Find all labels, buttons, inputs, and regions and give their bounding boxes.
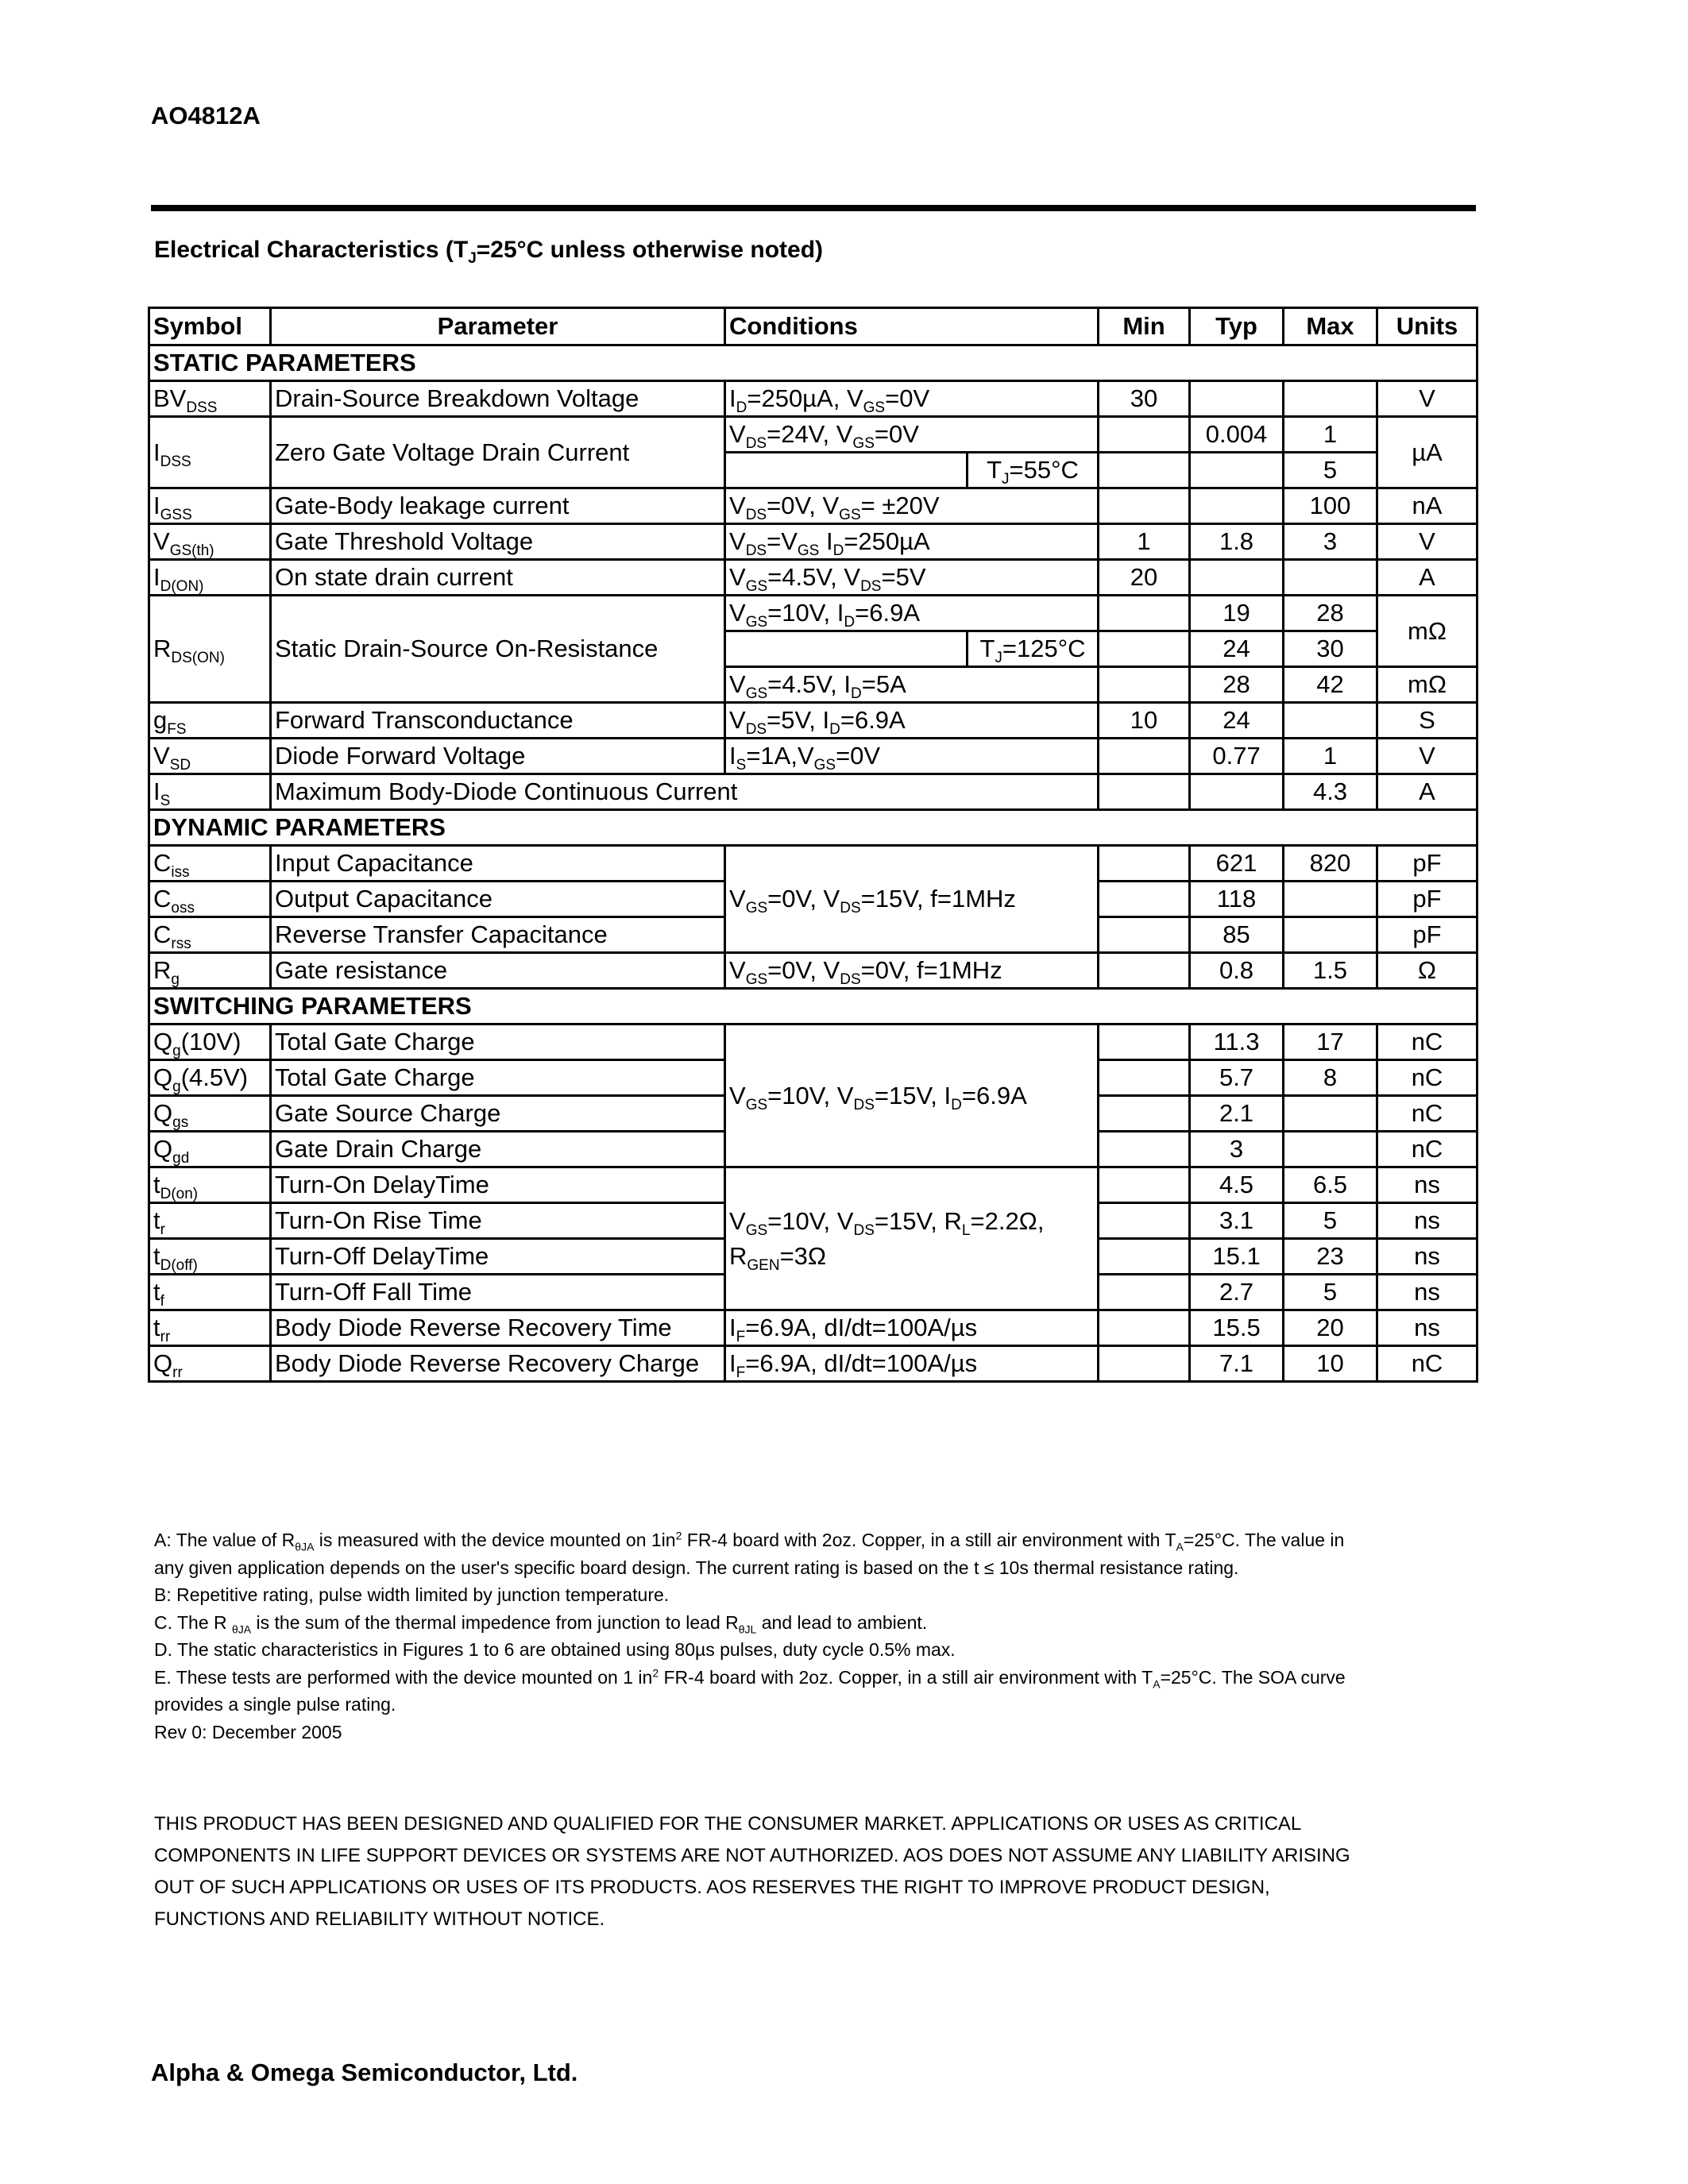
min-cell: 20 <box>1099 560 1190 596</box>
max-cell <box>1284 1132 1377 1167</box>
min-cell <box>1099 1346 1190 1382</box>
typ-cell: 118 <box>1190 882 1284 917</box>
min-cell <box>1099 953 1190 989</box>
max-cell: 30 <box>1284 631 1377 667</box>
header-typ: Typ <box>1190 308 1284 345</box>
section-switching: SWITCHING PARAMETERS <box>149 989 1477 1024</box>
conditions-cell: $V_{GS}=0V$, $V_{DS}=15V$, f=1MHz <box>725 846 1099 953</box>
symbol-cell: $I_{GSS}$ <box>149 488 271 524</box>
min-cell: 1 <box>1099 524 1190 560</box>
units-cell: nC <box>1377 1096 1477 1132</box>
max-cell: 28 <box>1284 596 1377 631</box>
min-cell <box>1099 488 1190 524</box>
symbol-cell: $C_{iss}$ <box>149 846 271 882</box>
symbol-cell: $R_{DS(ON)}$ <box>149 596 271 703</box>
typ-cell <box>1190 488 1284 524</box>
table-row <box>149 774 1477 810</box>
max-cell: 20 <box>1284 1310 1377 1346</box>
max-cell: 100 <box>1284 488 1377 524</box>
typ-cell <box>1190 381 1284 417</box>
typ-cell: 621 <box>1190 846 1284 882</box>
table-header-row <box>149 308 1477 345</box>
section-row <box>149 989 1477 1024</box>
units-cell: µA <box>1377 417 1477 488</box>
note-e-line2: provides a single pulse rating. <box>154 1694 396 1715</box>
max-cell <box>1284 917 1377 953</box>
section-row <box>149 345 1477 381</box>
conditions-cell: $V_{GS}=10V$, $I_D=6.9A$ <box>725 596 1099 631</box>
max-cell: 23 <box>1284 1239 1377 1275</box>
conditions-cell: $I_S=1A,V_{GS}=0V$ <box>725 739 1099 774</box>
symbol-cell: $I_{DSS}$ <box>149 417 271 488</box>
typ-cell: 5.7 <box>1190 1060 1284 1096</box>
header-conditions: Conditions <box>725 308 1099 345</box>
symbol-cell: $Q_{gd}$ <box>149 1132 271 1167</box>
symbol-cell: $Q_{rr}$ <box>149 1346 271 1382</box>
section-static: STATIC PARAMETERS <box>149 345 1477 381</box>
max-cell: 820 <box>1284 846 1377 882</box>
symbol-cell: $t_r$ <box>149 1203 271 1239</box>
table-row <box>149 1310 1477 1346</box>
min-cell <box>1099 1060 1190 1096</box>
conditions-cell: $V_{GS}=10V$, $V_{DS}=15V$, $R_L=2.2\Omega$, $R_{GEN}=3\Omega$ <box>725 1167 1099 1310</box>
disclaimer-line: THIS PRODUCT HAS BEEN DESIGNED AND QUALIFIED FOR THE CONSUMER MARKET. APPLICATIONS OR USES AS CRITICAL <box>154 1813 1302 1835</box>
header-parameter: Parameter <box>271 308 725 345</box>
symbol-cell: $R_g$ <box>149 953 271 989</box>
min-cell <box>1099 1096 1190 1132</box>
typ-cell: 3.1 <box>1190 1203 1284 1239</box>
part-number-title: AO4812A <box>151 102 261 129</box>
units-cell: nC <box>1377 1346 1477 1382</box>
conditions-subcell: $T_J=125^\circ C$ <box>968 631 1099 667</box>
note-c: C. The R $_{\theta JA}$ is the sum of the thermal impedence from junction to lead $R_{\theta JL}$ and lead to ambient. <box>154 1611 928 1636</box>
units-cell: V <box>1377 381 1477 417</box>
max-cell <box>1284 560 1377 596</box>
conditions-cell: $V_{DS}=5V$, $I_D=6.9A$ <box>725 703 1099 739</box>
conditions-cell <box>725 631 968 667</box>
max-cell: 4.3 <box>1284 774 1377 810</box>
header-max: Max <box>1284 308 1377 345</box>
note-a-line2: any given application depends on the user's specific board design. The current rating is based on the t ≤ 10s thermal resistance rating. <box>154 1557 1239 1578</box>
units-cell: ns <box>1377 1310 1477 1346</box>
electrical-characteristics-table <box>148 307 1476 1383</box>
typ-cell: 24 <box>1190 631 1284 667</box>
min-cell: 30 <box>1099 381 1190 417</box>
typ-cell: 2.1 <box>1190 1096 1284 1132</box>
typ-cell: 0.8 <box>1190 953 1284 989</box>
symbol-cell: $I_{D(ON)}$ <box>149 560 271 596</box>
parameter-cell: Gate-Body leakage current <box>271 488 725 524</box>
units-cell: mΩ <box>1377 596 1477 667</box>
symbol-cell: $Q_{gs}$ <box>149 1096 271 1132</box>
conditions-cell: $I_F=6.9A$, dI/dt=100A/µs <box>725 1310 1099 1346</box>
min-cell <box>1099 846 1190 882</box>
min-cell <box>1099 739 1190 774</box>
typ-cell: 15.1 <box>1190 1239 1284 1275</box>
section-row <box>149 810 1477 846</box>
parameter-cell: Turn-Off Fall Time <box>271 1275 725 1310</box>
symbol-cell: $I_S$ <box>149 774 271 810</box>
section-dynamic: DYNAMIC PARAMETERS <box>149 810 1477 846</box>
units-cell: V <box>1377 739 1477 774</box>
max-cell: 17 <box>1284 1024 1377 1060</box>
conditions-cell: $I_D=250\mu A$, $V_{GS}=0V$ <box>725 381 1099 417</box>
parameter-cell: Diode Forward Voltage <box>271 739 725 774</box>
symbol-cell: $t_{D(off)}$ <box>149 1239 271 1275</box>
header-units: Units <box>1377 308 1477 345</box>
min-cell <box>1099 1167 1190 1203</box>
units-cell: ns <box>1377 1275 1477 1310</box>
units-cell: nC <box>1377 1060 1477 1096</box>
units-cell: ns <box>1377 1203 1477 1239</box>
max-cell <box>1284 882 1377 917</box>
table-row <box>149 524 1477 560</box>
units-cell: S <box>1377 703 1477 739</box>
typ-cell: 7.1 <box>1190 1346 1284 1382</box>
units-cell: nA <box>1377 488 1477 524</box>
min-cell <box>1099 1203 1190 1239</box>
footnotes <box>154 1526 1481 1746</box>
table-row <box>149 739 1477 774</box>
conditions-cell: $V_{GS}=10V$, $V_{DS}=15V$, $I_D=6.9A$ <box>725 1024 1099 1167</box>
table-row <box>149 703 1477 739</box>
symbol-cell: $g_{FS}$ <box>149 703 271 739</box>
header-rule <box>151 205 1476 211</box>
conditions-cell: $V_{DS}=24V$, $V_{GS}=0V$ <box>725 417 1099 453</box>
parameter-cell: Turn-Off DelayTime <box>271 1239 725 1275</box>
max-cell: 1 <box>1284 739 1377 774</box>
units-cell: pF <box>1377 882 1477 917</box>
max-cell <box>1284 1096 1377 1132</box>
disclaimer-line: COMPONENTS IN LIFE SUPPORT DEVICES OR SYSTEMS ARE NOT AUTHORIZED. AOS DOES NOT ASSUME ANY LIABILITY ARISING <box>154 1845 1350 1866</box>
min-cell <box>1099 417 1190 453</box>
table-row <box>149 417 1477 453</box>
max-cell <box>1284 381 1377 417</box>
typ-cell: 3 <box>1190 1132 1284 1167</box>
parameter-cell: Total Gate Charge <box>271 1024 725 1060</box>
table-row <box>149 1024 1477 1060</box>
company-name: Alpha & Omega Semiconductor, Ltd. <box>151 2059 578 2086</box>
table-row <box>149 488 1477 524</box>
conditions-cell: $V_{GS}=0V$, $V_{DS}=0V$, f=1MHz <box>725 953 1099 989</box>
parameter-cell: Turn-On Rise Time <box>271 1203 725 1239</box>
table-row <box>149 381 1477 417</box>
disclaimer <box>154 1808 1481 1935</box>
note-b: B: Repetitive rating, pulse width limited by junction temperature. <box>154 1584 670 1605</box>
max-cell: 1.5 <box>1284 953 1377 989</box>
table-row <box>149 1167 1477 1203</box>
conditions-cell: $V_{DS}=V_{GS}$ $I_D=250\mu A$ <box>725 524 1099 560</box>
min-cell: 10 <box>1099 703 1190 739</box>
units-cell: pF <box>1377 846 1477 882</box>
units-cell: Ω <box>1377 953 1477 989</box>
typ-cell <box>1190 453 1284 488</box>
min-cell <box>1099 1310 1190 1346</box>
conditions-cell: $I_F=6.9A$, dI/dt=100A/µs <box>725 1346 1099 1382</box>
conditions-cell: $V_{GS}=4.5V$, $V_{DS}=5V$ <box>725 560 1099 596</box>
max-cell: 8 <box>1284 1060 1377 1096</box>
typ-cell: 0.77 <box>1190 739 1284 774</box>
conditions-subcell: $T_J=55^\circ C$ <box>968 453 1099 488</box>
table-row <box>149 1346 1477 1382</box>
section-title: Electrical Characteristics ($T_J=25^\circ C$ unless otherwise noted) <box>154 237 824 267</box>
conditions-cell <box>725 453 968 488</box>
min-cell <box>1099 1239 1190 1275</box>
note-e-line1: E. These tests are performed with the device mounted on 1 $in^2$ FR-4 board with 2oz. Copper, in a still air environment with $T_A=25^\circ C$. The SOA curve <box>154 1665 1346 1691</box>
max-cell: 5 <box>1284 1275 1377 1310</box>
typ-cell: 0.004 <box>1190 417 1284 453</box>
parameter-cell: Output Capacitance <box>271 882 725 917</box>
min-cell <box>1099 667 1190 703</box>
typ-cell: 85 <box>1190 917 1284 953</box>
note-d: D. The static characteristics in Figures 1 to 6 are obtained using 80µs pulses, duty cycle 0.5% max. <box>154 1639 956 1660</box>
parameter-cell: Drain-Source Breakdown Voltage <box>271 381 725 417</box>
table-row <box>149 846 1477 882</box>
units-cell: A <box>1377 774 1477 810</box>
units-cell: ns <box>1377 1239 1477 1275</box>
symbol-cell: $t_f$ <box>149 1275 271 1310</box>
min-cell <box>1099 453 1190 488</box>
disclaimer-line: FUNCTIONS AND RELIABILITY WITHOUT NOTICE. <box>154 1908 605 1930</box>
parameter-cell: Body Diode Reverse Recovery Time <box>271 1310 725 1346</box>
max-cell: 10 <box>1284 1346 1377 1382</box>
symbol-cell: $V_{GS(th)}$ <box>149 524 271 560</box>
max-cell: 5 <box>1284 1203 1377 1239</box>
header-symbol: Symbol <box>149 308 271 345</box>
typ-cell <box>1190 774 1284 810</box>
parameter-cell: Forward Transconductance <box>271 703 725 739</box>
units-cell: nC <box>1377 1024 1477 1060</box>
units-cell: nC <box>1377 1132 1477 1167</box>
symbol-cell: $BV_{DSS}$ <box>149 381 271 417</box>
units-cell: pF <box>1377 917 1477 953</box>
typ-cell: 11.3 <box>1190 1024 1284 1060</box>
units-cell: V <box>1377 524 1477 560</box>
max-cell <box>1284 703 1377 739</box>
parameter-cell: On state drain current <box>271 560 725 596</box>
parameter-cell: Total Gate Charge <box>271 1060 725 1096</box>
parameter-cell: Gate resistance <box>271 953 725 989</box>
typ-cell: 4.5 <box>1190 1167 1284 1203</box>
units-cell: ns <box>1377 1167 1477 1203</box>
min-cell <box>1099 596 1190 631</box>
conditions-cell: $V_{DS}=0V$, $V_{GS}= \pm 20V$ <box>725 488 1099 524</box>
min-cell <box>1099 917 1190 953</box>
parameter-cell: Gate Drain Charge <box>271 1132 725 1167</box>
header-min: Min <box>1099 308 1190 345</box>
parameter-cell: Gate Source Charge <box>271 1096 725 1132</box>
min-cell <box>1099 882 1190 917</box>
max-cell: 1 <box>1284 417 1377 453</box>
parameter-cell: Zero Gate Voltage Drain Current <box>271 417 725 488</box>
units-cell: mΩ <box>1377 667 1477 703</box>
min-cell <box>1099 1024 1190 1060</box>
parameter-cell: Reverse Transfer Capacitance <box>271 917 725 953</box>
parameter-cell: Maximum Body-Diode Continuous Current <box>271 774 1099 810</box>
table-row <box>149 560 1477 596</box>
units-cell: A <box>1377 560 1477 596</box>
symbol-cell: $C_{rss}$ <box>149 917 271 953</box>
max-cell: 42 <box>1284 667 1377 703</box>
conditions-cell: $V_{GS}=4.5V$, $I_D=5A$ <box>725 667 1099 703</box>
max-cell: 5 <box>1284 453 1377 488</box>
parameter-cell: Input Capacitance <box>271 846 725 882</box>
parameter-cell: Body Diode Reverse Recovery Charge <box>271 1346 725 1382</box>
typ-cell <box>1190 560 1284 596</box>
table-row <box>149 953 1477 989</box>
max-cell: 3 <box>1284 524 1377 560</box>
max-cell: 6.5 <box>1284 1167 1377 1203</box>
parameter-cell: Gate Threshold Voltage <box>271 524 725 560</box>
symbol-cell: $C_{oss}$ <box>149 882 271 917</box>
table-row <box>149 596 1477 631</box>
symbol-cell: $Q_g(4.5V)$ <box>149 1060 271 1096</box>
min-cell <box>1099 1132 1190 1167</box>
typ-cell: 2.7 <box>1190 1275 1284 1310</box>
typ-cell: 1.8 <box>1190 524 1284 560</box>
symbol-cell: $t_{rr}$ <box>149 1310 271 1346</box>
typ-cell: 15.5 <box>1190 1310 1284 1346</box>
symbol-cell: $V_{SD}$ <box>149 739 271 774</box>
revision-note: Rev 0: December 2005 <box>154 1721 342 1742</box>
min-cell <box>1099 774 1190 810</box>
symbol-cell: $Q_g(10V)$ <box>149 1024 271 1060</box>
note-a-line1: A: The value of $R_{\theta JA}$ is measured with the device mounted on $1in^2$ FR-4 board with 2oz. Copper, in a still air environment with $T_A=25^\circ C$. The value in <box>154 1529 1345 1553</box>
min-cell <box>1099 1275 1190 1310</box>
typ-cell: 28 <box>1190 667 1284 703</box>
disclaimer-line: OUT OF SUCH APPLICATIONS OR USES OF ITS PRODUCTS. AOS RESERVES THE RIGHT TO IMPROVE PRODUCT DESIGN, <box>154 1877 1270 1898</box>
parameter-cell: Static Drain-Source On-Resistance <box>271 596 725 703</box>
min-cell <box>1099 631 1190 667</box>
typ-cell: 19 <box>1190 596 1284 631</box>
typ-cell: 24 <box>1190 703 1284 739</box>
symbol-cell: $t_{D(on)}$ <box>149 1167 271 1203</box>
parameter-cell: Turn-On DelayTime <box>271 1167 725 1203</box>
